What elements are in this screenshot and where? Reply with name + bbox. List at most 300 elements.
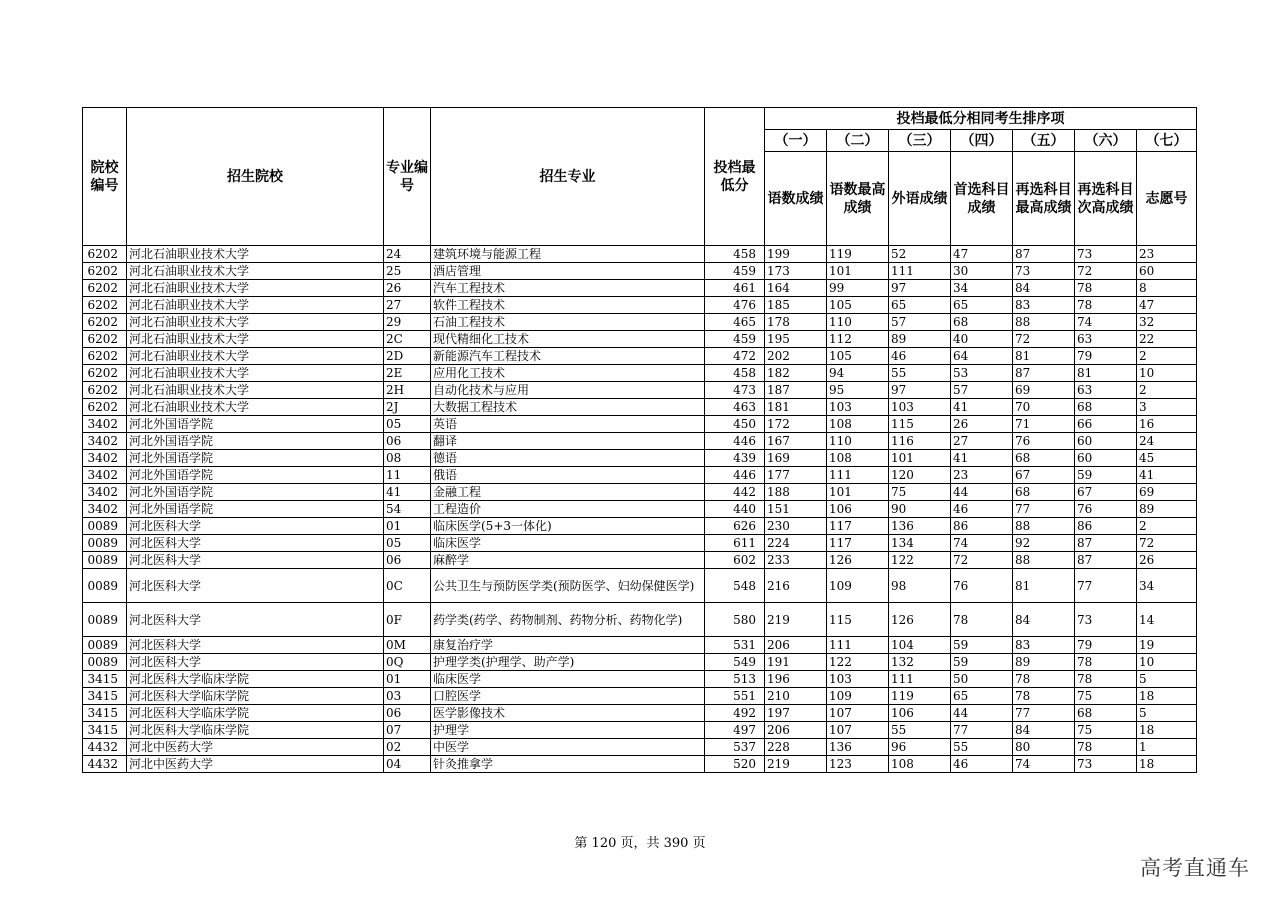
header-sub-7: 志愿号 (1137, 152, 1197, 246)
cell-score-3: 97 (889, 280, 951, 297)
cell-major-code: 06 (384, 433, 431, 450)
cell-score-4: 23 (951, 467, 1013, 484)
cell-score-2: 109 (827, 688, 889, 705)
cell-min-score: 465 (705, 314, 765, 331)
cell-score-7: 24 (1137, 433, 1197, 450)
cell-score-4: 68 (951, 314, 1013, 331)
cell-score-7: 41 (1137, 467, 1197, 484)
cell-school-name: 河北外国语学院 (127, 433, 384, 450)
cell-major-code: 2C (384, 331, 431, 348)
cell-major-code: 04 (384, 756, 431, 773)
cell-school-name: 河北医科大学 (127, 569, 384, 603)
header-major-code: 专业编号 (384, 108, 431, 246)
header-school-name: 招生院校 (127, 108, 384, 246)
cell-score-1: 169 (765, 450, 827, 467)
cell-min-score: 549 (705, 654, 765, 671)
cell-score-3: 96 (889, 739, 951, 756)
table-row (83, 603, 1197, 637)
cell-major-name: 中医学 (431, 739, 705, 756)
cell-score-7: 1 (1137, 739, 1197, 756)
cell-score-7: 8 (1137, 280, 1197, 297)
table-row (83, 399, 1197, 416)
table-row (83, 518, 1197, 535)
table-row (83, 654, 1197, 671)
cell-school-name: 河北外国语学院 (127, 450, 384, 467)
cell-min-score: 548 (705, 569, 765, 603)
cell-min-score: 463 (705, 399, 765, 416)
cell-score-4: 41 (951, 450, 1013, 467)
cell-major-name: 建筑环境与能源工程 (431, 246, 705, 263)
cell-score-7: 2 (1137, 518, 1197, 535)
cell-school-code: 6202 (83, 348, 127, 365)
cell-school-name: 河北中医药大学 (127, 756, 384, 773)
cell-score-5: 72 (1013, 331, 1075, 348)
cell-score-1: 210 (765, 688, 827, 705)
cell-school-code: 3415 (83, 671, 127, 688)
header-order-3: （三） (889, 130, 951, 152)
cell-score-1: 191 (765, 654, 827, 671)
cell-score-3: 57 (889, 314, 951, 331)
cell-school-name: 河北石油职业技术大学 (127, 348, 384, 365)
cell-score-2: 103 (827, 399, 889, 416)
cell-major-name: 汽车工程技术 (431, 280, 705, 297)
cell-score-6: 68 (1075, 399, 1137, 416)
cell-min-score: 476 (705, 297, 765, 314)
cell-score-4: 26 (951, 416, 1013, 433)
cell-score-5: 80 (1013, 739, 1075, 756)
cell-major-name: 麻醉学 (431, 552, 705, 569)
cell-major-code: 2E (384, 365, 431, 382)
cell-score-5: 81 (1013, 569, 1075, 603)
cell-major-code: 26 (384, 280, 431, 297)
cell-major-name: 石油工程技术 (431, 314, 705, 331)
cell-score-3: 111 (889, 671, 951, 688)
cell-score-4: 72 (951, 552, 1013, 569)
cell-major-code: 08 (384, 450, 431, 467)
cell-score-3: 108 (889, 756, 951, 773)
cell-score-5: 67 (1013, 467, 1075, 484)
cell-score-1: 197 (765, 705, 827, 722)
cell-score-7: 72 (1137, 535, 1197, 552)
cell-score-3: 52 (889, 246, 951, 263)
table-row (83, 348, 1197, 365)
cell-min-score: 531 (705, 637, 765, 654)
cell-school-name: 河北医科大学临床学院 (127, 688, 384, 705)
cell-major-name: 现代精细化工技术 (431, 331, 705, 348)
watermark: 高考直通车 (1140, 856, 1250, 880)
cell-score-1: 185 (765, 297, 827, 314)
cell-score-2: 111 (827, 637, 889, 654)
cell-school-name: 河北外国语学院 (127, 501, 384, 518)
cell-score-1: 181 (765, 399, 827, 416)
cell-major-name: 俄语 (431, 467, 705, 484)
header-sub-1: 语数成绩 (765, 152, 827, 246)
cell-score-3: 55 (889, 365, 951, 382)
cell-score-7: 34 (1137, 569, 1197, 603)
cell-school-name: 河北外国语学院 (127, 467, 384, 484)
cell-major-code: 24 (384, 246, 431, 263)
cell-min-score: 458 (705, 365, 765, 382)
header-sub-6: 再选科目次高成绩 (1075, 152, 1137, 246)
table-row (83, 484, 1197, 501)
table-row (83, 467, 1197, 484)
cell-school-name: 河北石油职业技术大学 (127, 263, 384, 280)
cell-major-name: 翻译 (431, 433, 705, 450)
cell-score-3: 98 (889, 569, 951, 603)
cell-score-2: 110 (827, 314, 889, 331)
cell-score-4: 34 (951, 280, 1013, 297)
cell-score-4: 86 (951, 518, 1013, 535)
cell-school-code: 0089 (83, 552, 127, 569)
cell-school-name: 河北石油职业技术大学 (127, 314, 384, 331)
cell-min-score: 446 (705, 433, 765, 450)
cell-score-4: 55 (951, 739, 1013, 756)
cell-score-3: 55 (889, 722, 951, 739)
cell-school-name: 河北石油职业技术大学 (127, 280, 384, 297)
cell-min-score: 497 (705, 722, 765, 739)
cell-score-3: 90 (889, 501, 951, 518)
cell-major-code: 0M (384, 637, 431, 654)
cell-school-code: 0089 (83, 603, 127, 637)
cell-score-2: 94 (827, 365, 889, 382)
cell-score-3: 116 (889, 433, 951, 450)
cell-score-1: 219 (765, 603, 827, 637)
cell-score-3: 75 (889, 484, 951, 501)
cell-school-code: 3402 (83, 484, 127, 501)
cell-major-code: 2H (384, 382, 431, 399)
cell-major-name: 医学影像技术 (431, 705, 705, 722)
cell-score-4: 30 (951, 263, 1013, 280)
cell-major-code: 54 (384, 501, 431, 518)
cell-score-6: 78 (1075, 297, 1137, 314)
cell-school-code: 4432 (83, 756, 127, 773)
cell-major-name: 康复治疗学 (431, 637, 705, 654)
header-order-7: （七） (1137, 130, 1197, 152)
cell-score-7: 32 (1137, 314, 1197, 331)
cell-score-2: 107 (827, 722, 889, 739)
cell-score-3: 134 (889, 535, 951, 552)
table-row (83, 569, 1197, 603)
cell-score-2: 107 (827, 705, 889, 722)
page-footer: 第 120 页，共 390 页 (574, 836, 706, 851)
cell-school-code: 3402 (83, 416, 127, 433)
cell-score-1: 177 (765, 467, 827, 484)
cell-score-5: 69 (1013, 382, 1075, 399)
cell-score-6: 76 (1075, 501, 1137, 518)
cell-score-7: 45 (1137, 450, 1197, 467)
cell-score-5: 87 (1013, 365, 1075, 382)
cell-school-code: 6202 (83, 263, 127, 280)
cell-score-2: 117 (827, 535, 889, 552)
cell-score-6: 60 (1075, 450, 1137, 467)
cell-min-score: 580 (705, 603, 765, 637)
cell-major-name: 临床医学 (431, 535, 705, 552)
cell-score-3: 119 (889, 688, 951, 705)
cell-score-7: 5 (1137, 705, 1197, 722)
cell-score-4: 44 (951, 484, 1013, 501)
cell-school-code: 6202 (83, 246, 127, 263)
cell-school-code: 3415 (83, 705, 127, 722)
cell-school-name: 河北石油职业技术大学 (127, 331, 384, 348)
cell-min-score: 492 (705, 705, 765, 722)
cell-score-7: 22 (1137, 331, 1197, 348)
cell-school-name: 河北外国语学院 (127, 484, 384, 501)
cell-score-5: 76 (1013, 433, 1075, 450)
cell-score-4: 27 (951, 433, 1013, 450)
cell-score-5: 71 (1013, 416, 1075, 433)
cell-score-6: 60 (1075, 433, 1137, 450)
cell-min-score: 459 (705, 263, 765, 280)
cell-score-5: 70 (1013, 399, 1075, 416)
cell-score-1: 196 (765, 671, 827, 688)
cell-score-4: 46 (951, 501, 1013, 518)
cell-score-6: 81 (1075, 365, 1137, 382)
cell-major-code: 11 (384, 467, 431, 484)
cell-school-code: 3402 (83, 501, 127, 518)
table-row (83, 382, 1197, 399)
cell-school-name: 河北石油职业技术大学 (127, 365, 384, 382)
cell-score-6: 73 (1075, 603, 1137, 637)
cell-score-7: 23 (1137, 246, 1197, 263)
table-row (83, 722, 1197, 739)
cell-score-3: 106 (889, 705, 951, 722)
cell-score-3: 132 (889, 654, 951, 671)
cell-major-code: 2D (384, 348, 431, 365)
cell-major-name: 公共卫生与预防医学类(预防医学、妇幼保健医学) (431, 569, 705, 603)
table-row (83, 314, 1197, 331)
cell-school-name: 河北医科大学临床学院 (127, 705, 384, 722)
cell-major-name: 德语 (431, 450, 705, 467)
cell-score-7: 16 (1137, 416, 1197, 433)
cell-min-score: 450 (705, 416, 765, 433)
header-min-score: 投档最低分 (705, 108, 765, 246)
cell-score-6: 87 (1075, 552, 1137, 569)
cell-score-4: 44 (951, 705, 1013, 722)
cell-major-code: 03 (384, 688, 431, 705)
cell-min-score: 551 (705, 688, 765, 705)
cell-major-code: 06 (384, 552, 431, 569)
cell-score-3: 115 (889, 416, 951, 433)
cell-score-1: 233 (765, 552, 827, 569)
cell-score-2: 123 (827, 756, 889, 773)
cell-score-7: 2 (1137, 382, 1197, 399)
cell-major-code: 01 (384, 518, 431, 535)
header-sub-4: 首选科目成绩 (951, 152, 1013, 246)
table-row (83, 297, 1197, 314)
header-major-name: 招生专业 (431, 108, 705, 246)
cell-score-2: 101 (827, 484, 889, 501)
cell-score-4: 40 (951, 331, 1013, 348)
cell-min-score: 440 (705, 501, 765, 518)
table-row (83, 705, 1197, 722)
table-row (83, 671, 1197, 688)
cell-major-name: 护理学类(护理学、助产学) (431, 654, 705, 671)
cell-school-code: 3402 (83, 450, 127, 467)
cell-score-2: 136 (827, 739, 889, 756)
cell-score-7: 47 (1137, 297, 1197, 314)
cell-score-2: 103 (827, 671, 889, 688)
cell-score-3: 111 (889, 263, 951, 280)
table-row (83, 450, 1197, 467)
cell-score-6: 75 (1075, 688, 1137, 705)
cell-score-7: 18 (1137, 756, 1197, 773)
cell-score-1: 219 (765, 756, 827, 773)
table-row (83, 637, 1197, 654)
cell-score-3: 120 (889, 467, 951, 484)
cell-major-code: 0Q (384, 654, 431, 671)
cell-score-4: 47 (951, 246, 1013, 263)
cell-school-code: 3415 (83, 722, 127, 739)
cell-school-name: 河北医科大学临床学院 (127, 722, 384, 739)
cell-min-score: 626 (705, 518, 765, 535)
cell-score-6: 87 (1075, 535, 1137, 552)
cell-score-7: 69 (1137, 484, 1197, 501)
cell-school-name: 河北石油职业技术大学 (127, 297, 384, 314)
cell-major-code: 29 (384, 314, 431, 331)
cell-major-code: 25 (384, 263, 431, 280)
table-row (83, 280, 1197, 297)
table-row (83, 756, 1197, 773)
cell-min-score: 458 (705, 246, 765, 263)
cell-score-3: 46 (889, 348, 951, 365)
cell-score-4: 76 (951, 569, 1013, 603)
cell-school-code: 6202 (83, 280, 127, 297)
cell-score-7: 18 (1137, 722, 1197, 739)
cell-score-2: 111 (827, 467, 889, 484)
cell-score-6: 68 (1075, 705, 1137, 722)
cell-school-code: 0089 (83, 569, 127, 603)
cell-score-5: 84 (1013, 280, 1075, 297)
cell-score-2: 126 (827, 552, 889, 569)
cell-major-code: 06 (384, 705, 431, 722)
cell-score-2: 115 (827, 603, 889, 637)
cell-score-3: 122 (889, 552, 951, 569)
cell-score-6: 78 (1075, 739, 1137, 756)
cell-score-5: 88 (1013, 552, 1075, 569)
table-body (83, 246, 1197, 773)
cell-score-5: 68 (1013, 484, 1075, 501)
cell-score-5: 73 (1013, 263, 1075, 280)
header-school-code: 院校编号 (83, 108, 127, 246)
cell-score-1: 173 (765, 263, 827, 280)
cell-major-name: 针灸推拿学 (431, 756, 705, 773)
cell-score-6: 73 (1075, 246, 1137, 263)
cell-score-6: 79 (1075, 637, 1137, 654)
cell-score-2: 95 (827, 382, 889, 399)
cell-score-2: 119 (827, 246, 889, 263)
cell-score-1: 228 (765, 739, 827, 756)
table-row (83, 535, 1197, 552)
cell-score-2: 101 (827, 263, 889, 280)
cell-major-name: 护理学 (431, 722, 705, 739)
header-sub-5: 再选科目最高成绩 (1013, 152, 1075, 246)
table-row (83, 246, 1197, 263)
cell-major-code: 27 (384, 297, 431, 314)
cell-major-code: 0F (384, 603, 431, 637)
cell-score-1: 182 (765, 365, 827, 382)
cell-score-6: 75 (1075, 722, 1137, 739)
cell-score-5: 83 (1013, 637, 1075, 654)
cell-score-6: 78 (1075, 654, 1137, 671)
cell-score-7: 19 (1137, 637, 1197, 654)
table-row (83, 331, 1197, 348)
cell-score-5: 77 (1013, 501, 1075, 518)
cell-score-5: 74 (1013, 756, 1075, 773)
cell-score-5: 89 (1013, 654, 1075, 671)
cell-score-7: 26 (1137, 552, 1197, 569)
cell-major-code: 2J (384, 399, 431, 416)
cell-score-2: 110 (827, 433, 889, 450)
cell-score-5: 81 (1013, 348, 1075, 365)
header-order-6: （六） (1075, 130, 1137, 152)
header-order-5: （五） (1013, 130, 1075, 152)
cell-score-5: 83 (1013, 297, 1075, 314)
cell-score-6: 59 (1075, 467, 1137, 484)
cell-min-score: 611 (705, 535, 765, 552)
cell-score-5: 92 (1013, 535, 1075, 552)
cell-school-name: 河北医科大学 (127, 552, 384, 569)
table-row (83, 501, 1197, 518)
cell-school-name: 河北石油职业技术大学 (127, 246, 384, 263)
cell-score-4: 65 (951, 688, 1013, 705)
cell-min-score: 442 (705, 484, 765, 501)
cell-school-code: 0089 (83, 654, 127, 671)
table-row (83, 433, 1197, 450)
cell-school-name: 河北中医药大学 (127, 739, 384, 756)
cell-score-6: 67 (1075, 484, 1137, 501)
cell-score-2: 108 (827, 450, 889, 467)
cell-school-code: 6202 (83, 314, 127, 331)
cell-score-4: 64 (951, 348, 1013, 365)
table-row (83, 739, 1197, 756)
cell-school-name: 河北医科大学临床学院 (127, 671, 384, 688)
cell-score-1: 216 (765, 569, 827, 603)
header-tie-group: 投档最低分相同考生排序项 (765, 108, 1197, 130)
cell-school-code: 6202 (83, 331, 127, 348)
cell-school-name: 河北石油职业技术大学 (127, 382, 384, 399)
cell-school-code: 3402 (83, 467, 127, 484)
cell-score-5: 88 (1013, 518, 1075, 535)
cell-min-score: 472 (705, 348, 765, 365)
cell-score-2: 112 (827, 331, 889, 348)
cell-score-7: 60 (1137, 263, 1197, 280)
cell-score-2: 108 (827, 416, 889, 433)
cell-score-4: 65 (951, 297, 1013, 314)
cell-score-6: 74 (1075, 314, 1137, 331)
cell-score-2: 122 (827, 654, 889, 671)
table-row (83, 688, 1197, 705)
cell-school-name: 河北石油职业技术大学 (127, 399, 384, 416)
table-header (83, 108, 1197, 246)
cell-score-7: 10 (1137, 365, 1197, 382)
cell-min-score: 459 (705, 331, 765, 348)
cell-score-3: 103 (889, 399, 951, 416)
cell-score-7: 18 (1137, 688, 1197, 705)
cell-school-name: 河北医科大学 (127, 535, 384, 552)
cell-score-1: 206 (765, 722, 827, 739)
cell-school-code: 0089 (83, 518, 127, 535)
cell-major-code: 01 (384, 671, 431, 688)
header-sub-3: 外语成绩 (889, 152, 951, 246)
cell-min-score: 537 (705, 739, 765, 756)
cell-score-6: 72 (1075, 263, 1137, 280)
cell-score-3: 104 (889, 637, 951, 654)
cell-score-4: 41 (951, 399, 1013, 416)
cell-school-code: 3415 (83, 688, 127, 705)
table-row (83, 552, 1197, 569)
cell-score-4: 77 (951, 722, 1013, 739)
header-order-4: （四） (951, 130, 1013, 152)
